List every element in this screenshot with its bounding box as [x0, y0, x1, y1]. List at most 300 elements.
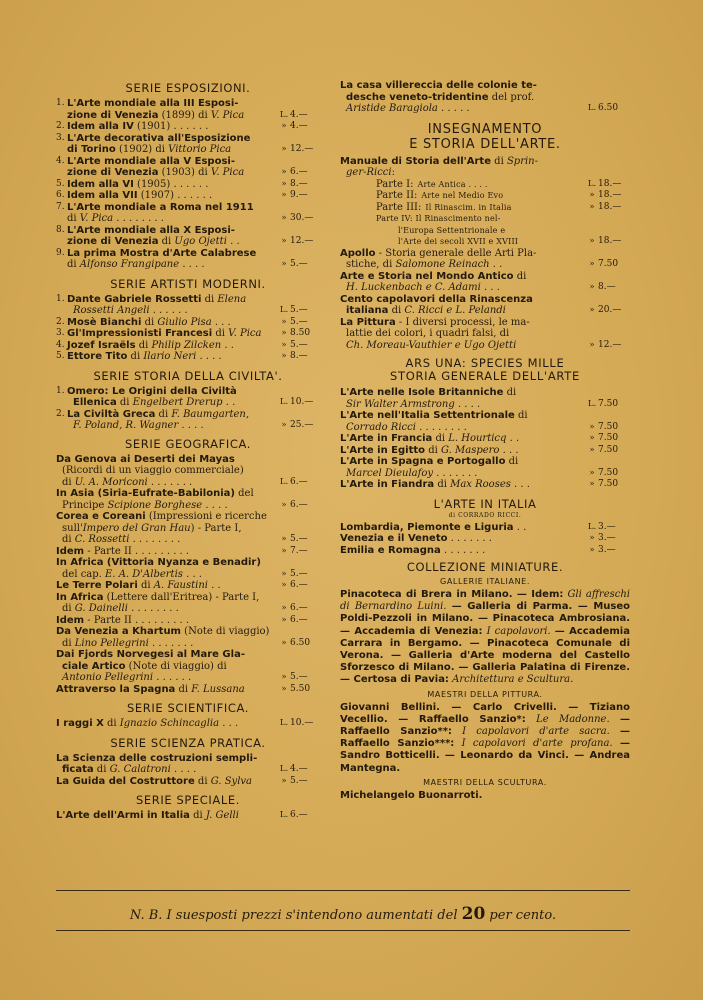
author: Ilario Neri . . . . — [143, 351, 222, 362]
civilta-list — [56, 386, 320, 432]
list-item-title: Cento capolavori della Rinascenza — [340, 293, 533, 305]
arte-italia-list — [340, 522, 630, 557]
currency-mark: » — [589, 479, 595, 489]
list-item-title: La Guida del Costruttore — [56, 775, 195, 787]
price: 6.— — [290, 476, 308, 487]
currency-mark: » — [281, 351, 287, 361]
geografica-list — [56, 454, 320, 696]
item-number: 5. — [56, 351, 65, 361]
by-label: di — [62, 637, 75, 649]
currency-mark: » — [281, 545, 287, 556]
text: del prof. — [488, 91, 535, 103]
list-item-continuation — [56, 236, 320, 248]
by-label: di — [62, 476, 75, 488]
text: di — [158, 236, 175, 247]
text: - Parte II . . . . . . . . . — [84, 545, 190, 557]
subsection-title-pittura: MAESTRI DELLA PITTURA. — [427, 689, 543, 699]
item-number: 7. — [56, 201, 65, 212]
author: V. Pica — [228, 328, 262, 339]
section-title-artisti: SERIE ARTISTI MODERNI. — [110, 276, 266, 291]
list-item-continuation — [56, 167, 320, 179]
author: ger-Ricci — [346, 167, 392, 178]
item-number: 3. — [56, 328, 65, 338]
section-title-arsuna — [340, 357, 630, 383]
currency-mark: » — [281, 683, 287, 694]
list-item-title: L'Arte in Francia — [340, 433, 433, 444]
author: L. Hourticq . . — [448, 433, 520, 444]
text: del — [234, 488, 254, 499]
currency-mark: » — [281, 499, 287, 510]
currency-mark: » — [281, 568, 287, 579]
author: Rossetti Angeli . . . . . . — [73, 305, 188, 316]
by-label: di — [137, 580, 154, 591]
price: 5.— — [290, 316, 308, 327]
price: 6.— — [290, 603, 308, 613]
text: lattie dei colori, i quadri falsi, di — [346, 328, 510, 339]
list-item-continuation — [56, 144, 320, 156]
text: (1902) di — [115, 144, 169, 155]
currency-mark: » — [589, 433, 595, 443]
price: 7.50 — [598, 433, 619, 443]
author: Ch. Moreau-Vauthier e Ugo Ojetti — [346, 339, 517, 351]
author: Engelbert Drerup . . — [132, 397, 236, 408]
list-item-continuation — [56, 259, 320, 271]
price: 9.— — [290, 190, 308, 200]
list-item-title: Corea e Coreani — [56, 511, 146, 522]
by-label: di — [432, 433, 449, 444]
part-text: l'Arte dei secoli XVII e XVIII — [398, 237, 519, 246]
item-number: 2. — [56, 316, 65, 327]
list-item-title: Venezia e il Veneto — [340, 533, 448, 544]
list-item-title: L'Arte mondiale alla V Esposi- — [67, 155, 235, 167]
list-item-title: La casa villereccia delle colonie te- — [340, 80, 537, 91]
leader-dots: . . . . . . . — [447, 533, 492, 544]
list-item-continuation — [56, 213, 320, 225]
currency-mark: » — [589, 236, 595, 246]
list-item-detail — [67, 386, 320, 398]
price: 4.— — [290, 109, 308, 120]
currency-mark: L. — [587, 103, 597, 113]
currency-mark: L. — [587, 398, 597, 409]
author: V. Pica — [210, 109, 245, 121]
item-number: 5. — [56, 178, 65, 189]
section-title-civilta: SERIE STORIA DELLA CIVILTA'. — [93, 368, 283, 383]
by-label: di — [434, 479, 451, 490]
price: 18.— — [598, 178, 622, 189]
currency-mark: » — [281, 420, 287, 430]
text: Gli affreschi di Bernardino Luini. — [340, 589, 630, 613]
by-label: di — [513, 270, 527, 282]
text: zione di Venezia — [67, 236, 159, 247]
footer-note-text: per cento. — [485, 908, 557, 923]
list-item-detail — [67, 328, 278, 340]
list-item-title: L'Arte dell'Armi in Italia — [56, 810, 190, 821]
section-title-scientifica: SERIE SCIENTIFICA. — [126, 701, 250, 715]
list-item-title: Arte e Storia nel Mondo Antico — [340, 270, 514, 282]
currency-mark: » — [281, 144, 287, 154]
list-item-title: Da Venezia a Khartum — [56, 626, 181, 637]
manual-part — [340, 179, 630, 191]
price: 5.— — [290, 339, 308, 350]
manual-part — [340, 190, 630, 202]
price: 10.— — [290, 397, 314, 407]
price: 6.— — [290, 167, 308, 177]
author: Salomone Reinach . . — [395, 259, 503, 270]
price: 5.— — [290, 305, 308, 315]
list-item-title: Ettore Tito — [67, 351, 128, 362]
currency-mark: » — [281, 328, 287, 338]
currency-mark: » — [281, 775, 287, 786]
list-item-title: L'Arte in Spagna e Portogallo — [340, 456, 506, 467]
list-item — [56, 294, 320, 306]
list-item — [56, 409, 320, 421]
list-item — [56, 351, 320, 363]
list-item-title: Idem — [56, 545, 85, 557]
list-item-title: Idem — [56, 614, 85, 626]
text: — Sandro Botticelli. — Leonardo da Vinci. — Andrea Mantegna. — [340, 738, 630, 774]
list-item-title: La Pittura — [340, 316, 396, 328]
author: Elena — [217, 293, 247, 305]
price: 7.50 — [598, 421, 619, 432]
list-item-title: Idem alla IV — [67, 121, 134, 132]
currency-mark: » — [589, 259, 595, 269]
manual-part — [340, 202, 630, 214]
author: Ignazio Schincaglia . . . — [119, 718, 239, 729]
list-item-detail — [67, 397, 278, 409]
item-number: 6. — [56, 190, 65, 200]
author: V. Pica — [210, 167, 245, 178]
by-label: di — [103, 718, 120, 729]
price: 7.50 — [598, 398, 619, 409]
price: 10.— — [290, 718, 314, 728]
currency-mark: L. — [279, 109, 289, 120]
author: G. Calatroni . . . . — [109, 764, 197, 775]
list-item-title: Le Terre Polari — [56, 580, 138, 591]
gallerie-text — [340, 589, 630, 687]
list-item — [56, 98, 320, 110]
author: F. Lussana — [191, 683, 245, 695]
list-item-detail — [67, 305, 278, 317]
text: sull' — [62, 522, 83, 534]
list-item — [56, 386, 320, 398]
price: 18.— — [598, 201, 622, 212]
list-item-detail — [67, 190, 278, 202]
list-item-title: Idem alla VI — [67, 178, 134, 190]
text: — Raffaello Sanzio**: — [340, 713, 630, 738]
author: Giulio Pisa . . . — [157, 316, 231, 328]
section-title-arte-italia: L'ARTE IN ITALIA — [433, 496, 537, 511]
list-item-title: Dai Fjords Norvegesi al Mare Gla- — [56, 649, 245, 660]
title-line: E STORIA DELL'ARTE. — [409, 136, 561, 152]
by-label: di — [93, 764, 110, 775]
price: 5.50 — [290, 683, 311, 694]
list-item-detail — [67, 259, 278, 271]
part-label: Parte II: — [376, 190, 418, 201]
author: Antonio Pellegrini . . . . . . — [62, 672, 192, 683]
list-item-note: (Ricordi di un viaggio commerciale) — [62, 465, 244, 476]
price: 12.— — [290, 236, 314, 246]
price: 3.— — [598, 521, 616, 532]
list-item-title: L'Arte nell'Italia Settentrionale — [340, 410, 515, 421]
currency-mark: » — [281, 190, 287, 200]
currency-mark: L. — [279, 764, 289, 774]
price: 7.50 — [598, 444, 619, 455]
author: G. Maspero . . . — [441, 444, 519, 456]
currency-mark: » — [589, 544, 595, 555]
currency-mark: » — [281, 316, 287, 327]
footer-note-text: N. B. I suesposti prezzi s'intendono aumentati del — [129, 908, 462, 923]
price: 3.— — [598, 544, 616, 555]
by-label: di — [127, 351, 144, 362]
text: zione di Venezia — [67, 167, 159, 178]
list-item-detail — [67, 340, 278, 352]
currency-mark: » — [589, 190, 595, 200]
list-item — [56, 190, 320, 202]
author: H. Luckenbach e C. Adami . . . — [346, 282, 500, 293]
price: 4.— — [290, 121, 308, 131]
item-number: 8. — [56, 224, 65, 235]
author: G. Dainelli . . . . . . . . — [74, 603, 179, 614]
item-number: 2. — [56, 408, 65, 419]
price: 3.— — [598, 533, 616, 543]
author: E. A. D'Albertis . . . — [105, 568, 202, 580]
item-number: 9. — [56, 247, 65, 258]
price: 6.— — [290, 499, 308, 510]
by-label: di — [62, 603, 75, 614]
text: — Accademia Carrara in Bergamo. — Pinacoteca Comunale di Verona. — Galleria d'Arte moderna del Castello Sforzesco di Milano. — Galleria Palatina di Firenze. — Certosa di Pavia: — [340, 625, 630, 686]
list-item-title: La Scienza delle costruzioni sempli- — [56, 752, 258, 764]
author: Max Rooses . . . — [450, 479, 530, 490]
footer-note — [56, 904, 630, 924]
item-number: 2. — [56, 121, 65, 131]
price: 7.50 — [598, 479, 619, 489]
text: (Note di viaggio) — [180, 626, 270, 637]
list-item-title: Dante Gabriele Rossetti — [67, 293, 202, 305]
price: 20.— — [598, 305, 622, 315]
part-label: Parte III: — [376, 201, 422, 213]
list-item-title: L'Arte in Egitto — [340, 444, 426, 456]
list-item-detail — [67, 351, 278, 363]
item-number: 4. — [56, 155, 65, 166]
part-label: Parte I: — [376, 178, 414, 190]
by-label: di — [175, 683, 192, 695]
author: F. Baumgarten, — [171, 408, 249, 420]
author: F. Poland, R. Wagner . . . . — [73, 420, 204, 431]
list-item — [56, 718, 320, 730]
price: 25.— — [290, 420, 314, 430]
author: G. Sylva — [210, 775, 253, 787]
item-number: 3. — [56, 132, 65, 143]
currency-mark: » — [281, 672, 287, 682]
list-item-detail — [67, 409, 320, 421]
footer-rule-bottom — [56, 930, 630, 931]
list-item-continuation — [56, 305, 320, 317]
leader-dots: . . — [513, 521, 527, 533]
currency-mark: L. — [279, 810, 289, 820]
currency-mark: » — [281, 614, 287, 625]
part-detail — [340, 179, 586, 191]
list-item-detail — [67, 420, 278, 432]
text: (1907) . . . . . . — [137, 190, 213, 201]
section-subtitle: di CORRADO RICCI. — [448, 511, 522, 519]
text: I capolavori. — [486, 625, 551, 637]
part-text: Parte IV: Il Rinascimento nel- — [376, 214, 501, 223]
currency-mark: L. — [279, 397, 289, 407]
text: - Parte II . . . . . . . . . — [84, 614, 190, 626]
price: 18.— — [598, 190, 622, 200]
list-item — [56, 156, 320, 168]
text: I capolavori d'arte sacra. — [462, 726, 610, 738]
list-item — [340, 545, 630, 557]
price: 6.— — [290, 580, 308, 590]
manual-parts-list — [340, 179, 630, 214]
currency-mark: » — [281, 121, 287, 131]
currency-mark: » — [281, 213, 287, 223]
list-item — [56, 328, 320, 340]
author: Scipione Borghese . . . . — [107, 499, 228, 511]
item-number: 1. — [56, 293, 65, 304]
list-item-title: Omero: Le Origini della Civiltà — [67, 385, 237, 397]
text: ciale Artico — [62, 660, 126, 672]
part-title: Il Rinascim. in Italia — [425, 202, 512, 212]
list-item-detail — [67, 213, 278, 225]
text: di — [67, 259, 80, 270]
text: — Galleria di Parma. — Museo Poldi-Pezzoli in Milano. — Pinacoteca Ambrosiana. — Accademia di Venezia: — [340, 601, 631, 637]
text: del cap. — [62, 568, 106, 580]
list-item-detail — [340, 545, 586, 557]
currency-mark: L. — [587, 178, 597, 189]
price: 4.— — [290, 764, 308, 774]
text: (1903) di — [158, 167, 211, 178]
list-item — [56, 179, 320, 191]
list-item-detail — [67, 167, 278, 179]
by-label: di — [116, 397, 133, 408]
list-item-continuation — [56, 397, 320, 409]
list-item-detail — [67, 179, 278, 191]
item-number: 1. — [56, 98, 65, 108]
section-title-insegnamento — [340, 122, 630, 152]
list-item-title: In Asia (Siria-Eufrate-Babilonia) — [56, 488, 235, 499]
price: 5.— — [290, 534, 308, 544]
text: Le Madonne. — [536, 713, 610, 725]
by-label: di — [155, 408, 172, 420]
by-label: di — [189, 810, 206, 821]
list-item-title: Manuale di Storia dell'Arte — [340, 155, 491, 167]
esposizioni-list — [56, 98, 320, 271]
by-label: di — [62, 534, 75, 545]
author: J. Gelli — [205, 810, 239, 821]
list-item — [340, 522, 630, 534]
author: Aristide Baragiola . . . . . — [346, 103, 470, 114]
title-line: ARS UNA: SPECIES MILLE — [405, 356, 565, 370]
currency-mark: » — [281, 339, 287, 350]
text: - I diversi processi, le ma- — [395, 316, 530, 328]
price: 12.— — [598, 339, 622, 350]
list-item-detail — [340, 533, 586, 545]
currency-mark: » — [589, 533, 595, 543]
price: 6.— — [290, 614, 308, 625]
section-title-geografica: SERIE GEOGRAFICA. — [125, 436, 251, 451]
currency-mark: » — [281, 534, 287, 544]
author: Philip Zilcken . . — [151, 339, 234, 351]
by-label: di — [425, 444, 441, 456]
list-item-title: I raggi X — [56, 718, 104, 729]
author: A. Faustini . . — [153, 580, 221, 591]
leader-dots: . . . . . . . — [440, 544, 486, 556]
text: stiche, di — [346, 259, 396, 270]
part-detail — [340, 190, 586, 202]
price: 8.— — [290, 178, 308, 189]
list-item-title: La prima Mostra d'Arte Calabrese — [67, 247, 257, 259]
list-item — [56, 810, 320, 822]
price: 7.50 — [598, 467, 619, 478]
by-label: di — [514, 410, 528, 421]
list-item-detail — [340, 522, 586, 534]
list-item-title: L'Arte mondiale alla X Esposi- — [67, 224, 235, 236]
item-number: 1. — [56, 385, 65, 396]
text: di — [67, 213, 80, 224]
author: Sprin- — [506, 155, 539, 167]
text: italiana — [346, 305, 389, 316]
list-item — [56, 202, 320, 214]
list-item-title: Gl'Impressionisti Francesi — [67, 328, 213, 339]
list-item — [56, 340, 320, 352]
title-line: STORIA GENERALE DELL'ARTE — [390, 369, 580, 383]
section-title-pratica: SERIE SCIENZA PRATICA. — [110, 735, 266, 750]
text: (Note di viaggio) di — [125, 660, 227, 672]
list-item-title: La Civiltà Greca — [67, 408, 156, 420]
currency-mark: L. — [587, 521, 597, 532]
by-label: di — [212, 328, 229, 339]
currency-mark: L. — [279, 305, 289, 315]
part-text: l'Europa Settentrionale e — [398, 225, 506, 235]
text: Pinacoteca di Brera in Milano. — Idem: — [340, 589, 564, 600]
text: ) - Parte I, — [190, 522, 242, 534]
list-item — [56, 133, 320, 145]
list-item-title: Lombardia, Piemonte e Liguria — [340, 521, 514, 533]
section-title-miniature: COLLEZIONE MINIATURE. — [406, 560, 564, 574]
price: 8.— — [290, 351, 308, 361]
text: Ellenica — [73, 397, 117, 408]
by-label: di — [201, 293, 218, 305]
currency-mark: L. — [279, 476, 289, 487]
list-item-title: Apollo — [340, 247, 376, 259]
list-item-title: Attraverso la Spagna — [56, 683, 176, 695]
list-item-title: Da Genova ai Deserti dei Mayas — [56, 453, 235, 465]
text: — Raffaello Sanzio***: — [340, 726, 630, 750]
list-item-title: L'Arte nelle Isole Britanniche — [340, 387, 504, 398]
currency-mark: » — [281, 178, 287, 189]
price: 5.— — [290, 672, 308, 682]
list-item-detail — [67, 236, 278, 248]
subsection-title-scultura: MAESTRI DELLA SCULTURA. — [423, 777, 547, 787]
text: Giovanni Bellini. — Carlo Crivelli. — Tiziano Vecellio. — Raffaello Sanzio*: — [340, 701, 630, 725]
price: 7.50 — [598, 259, 619, 269]
currency-mark: » — [589, 201, 595, 212]
text: Architettura e Scultura. — [452, 674, 574, 686]
list-item-continuation — [56, 110, 320, 122]
currency-mark: » — [281, 637, 287, 648]
currency-mark: » — [589, 282, 595, 292]
price: 6.— — [290, 810, 308, 820]
price: 5.— — [290, 775, 308, 786]
text: (1901) . . . . . . — [133, 121, 209, 132]
text: zione di Venezia — [67, 109, 159, 121]
list-item — [56, 317, 320, 329]
by-label: di — [141, 316, 158, 328]
artisti-list — [56, 294, 320, 363]
right-column — [340, 80, 630, 802]
